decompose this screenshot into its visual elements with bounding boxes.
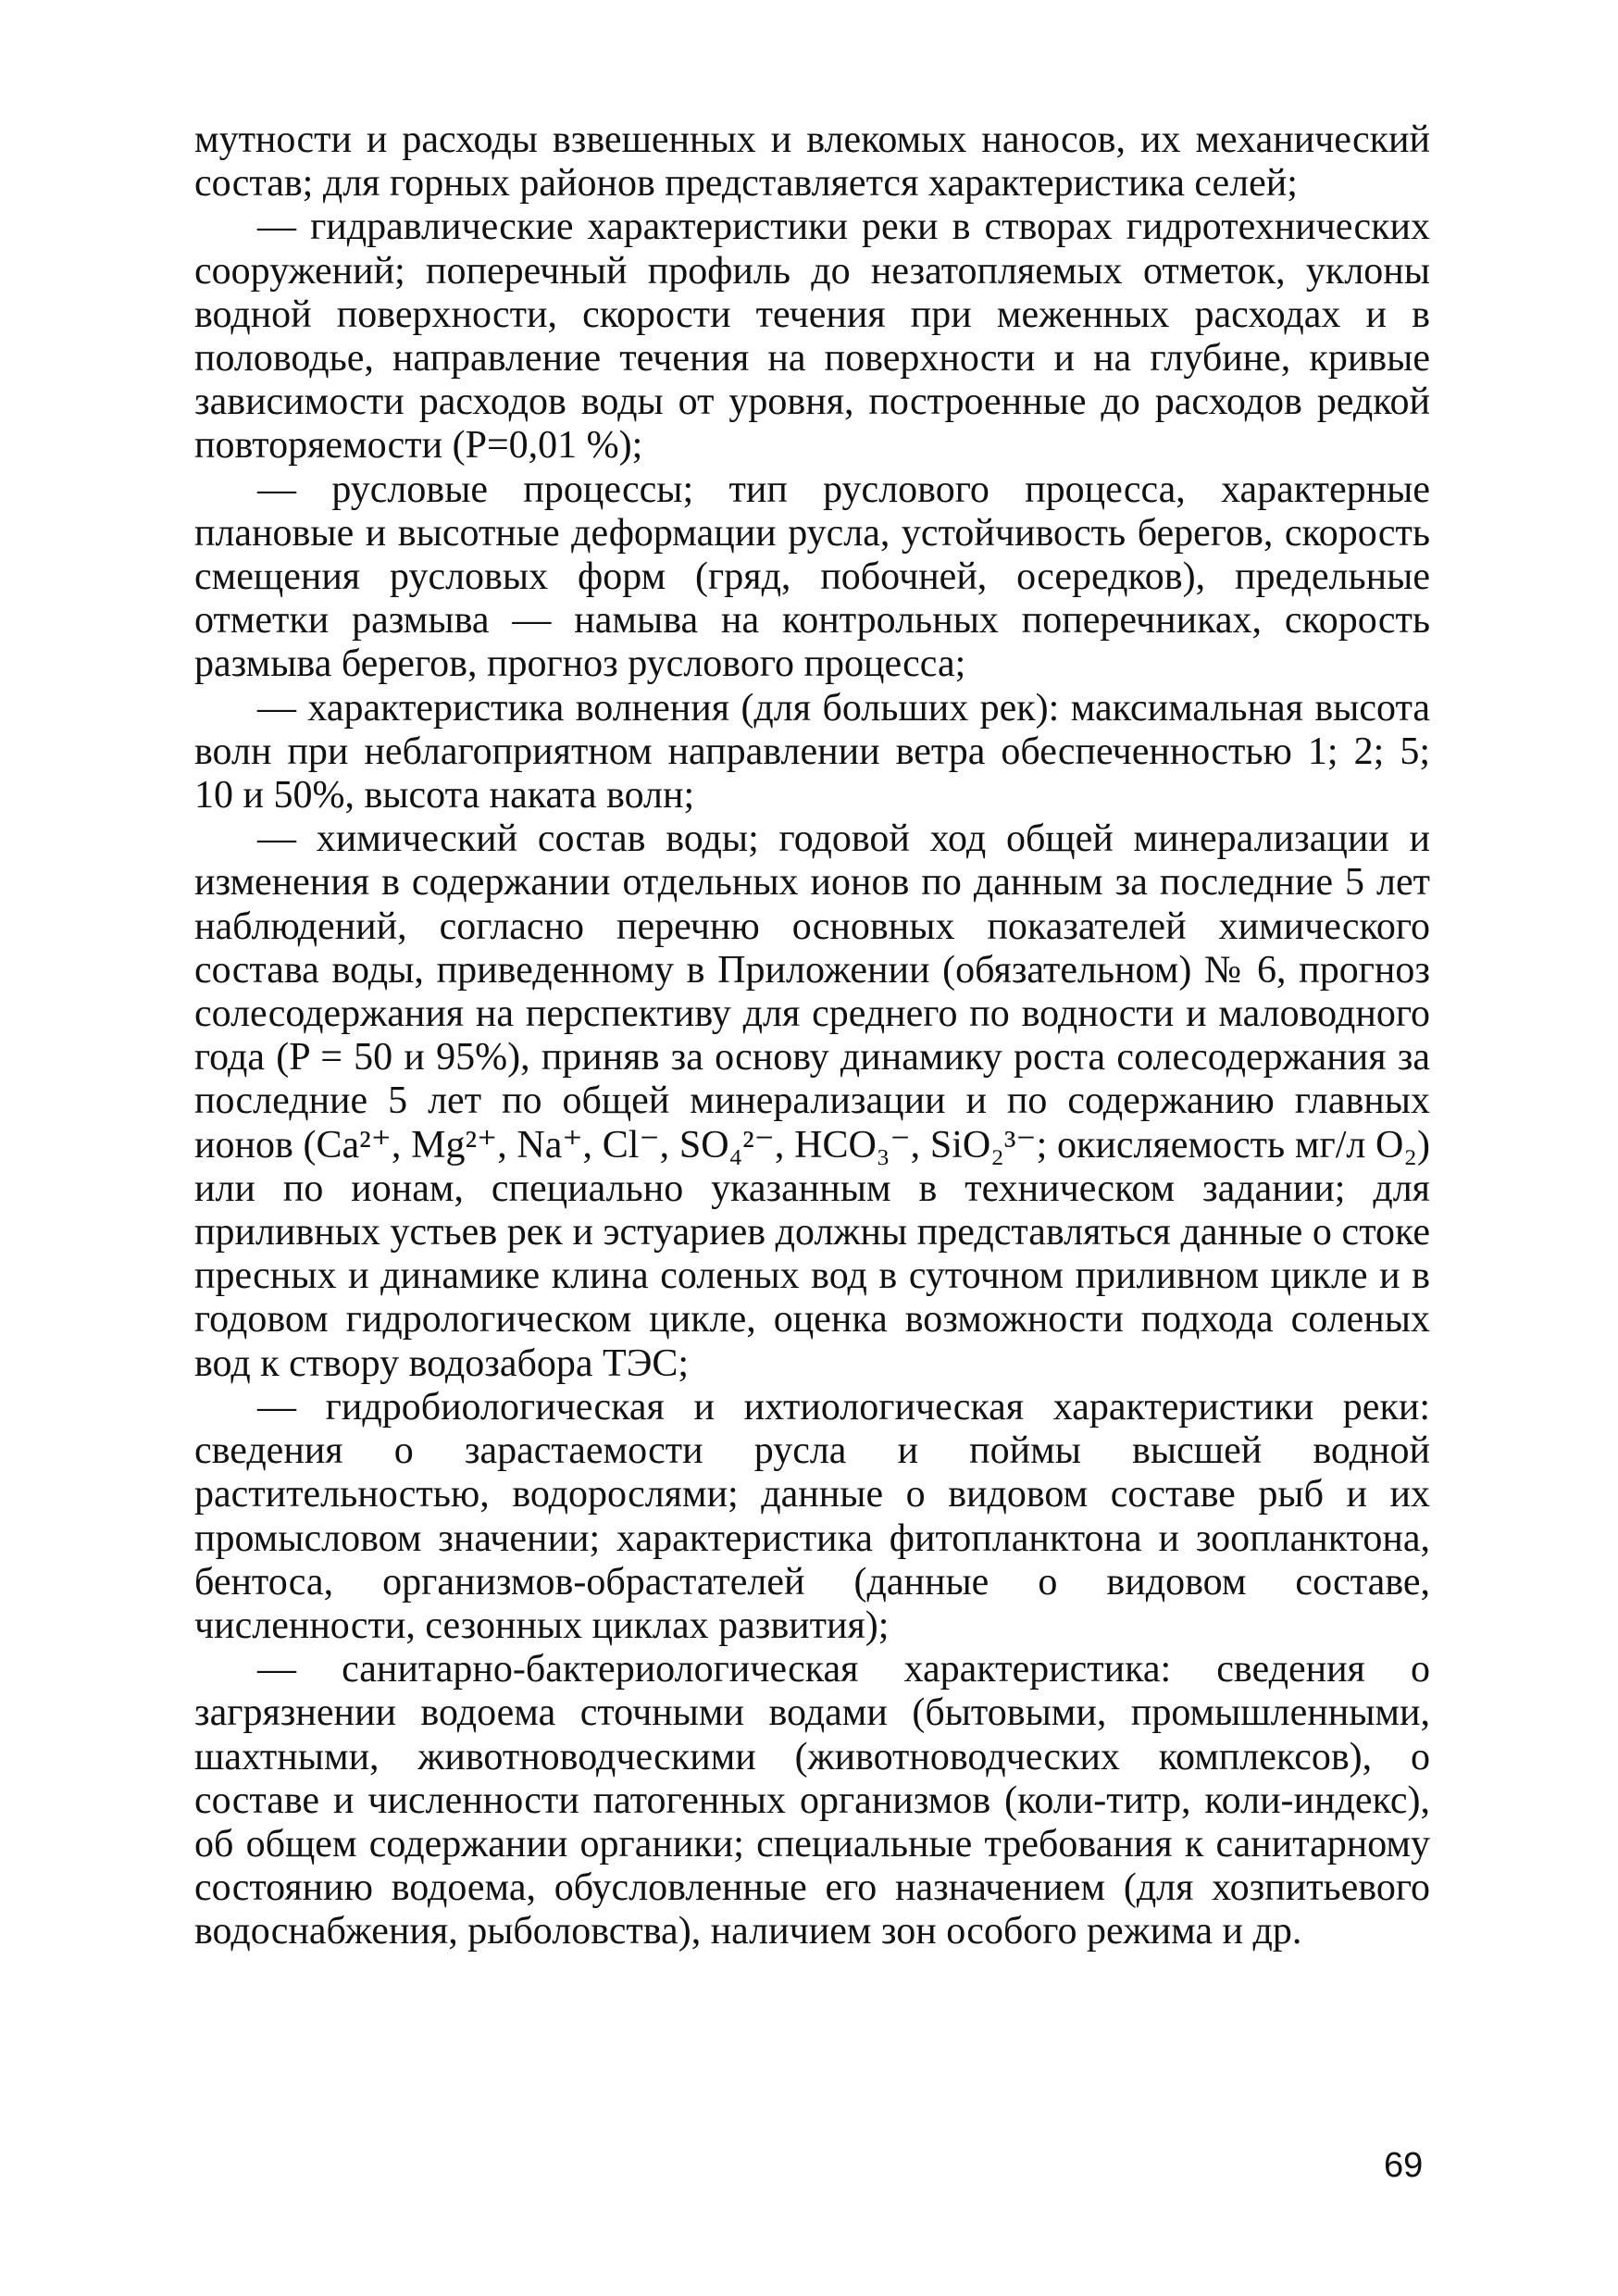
paragraph-hydrobiology: — гидробиологическая и ихтиологическая характеристики реки: сведения о зарастаемости русла и поймы высшей водной растительностью, водорослями; данные о видовом составе рыб и их промысловом значении; характеристика фитопланктона и зоопланктона, бентоса, организмов-обрастателей (данные о видовом составе, численности, сезонных циклах развития); xyxy=(194,1385,1430,1647)
page-body xyxy=(194,119,1430,1954)
paragraph-waves: — характеристика волнения (для больших рек): максимальная высота волн при неблагоприятном направлении ветра обеспеченностью 1; 2; 5; 10 и 50%, высота наката волн; xyxy=(194,686,1430,817)
page-number: 69 xyxy=(1384,2146,1424,2185)
paragraph-hydraulic: — гидравлические характеристики реки в створах гидротехнических сооружений; поперечный профиль до незатопляемых отметок, уклоны водной поверхности, скорости течения при меженных расходах и в половодье, направление течения на поверхности и на глубине, кривые зависимости расходов воды от уровня, построенные до расходов редкой повторяемости (P=0,01 %); xyxy=(194,206,1430,468)
paragraph-chemistry: — химический состав воды; годовой ход общей минерализации и изменения в содержании отдельных ионов по данным за последние 5 лет наблюдений, согласно перечню основных показателей химического состава воды, приведенному в Приложении (обязательном) № 6, прогноз солесодержания на перспективу для среднего по водности и маловодного года (P = 50 и 95%), приняв за основу динамику роста солесодержания за последние 5 лет по общей минерализации и по содержанию главных ионов (Ca²⁺, Mg²⁺, Na⁺, Cl⁻, SO₄²⁻, HCO₃⁻, SiO₂³⁻; окисляемость мг/л O₂) или по ионам, специально указанным в техническом задании; для приливных устьев рек и эстуариев должны представляться данные о стоке пресных и динамике клина соленых вод в суточном приливном цикле и в годовом гидрологическом цикле, оценка возможности подхода соленых вод к створу водозабора ТЭС; xyxy=(194,817,1430,1385)
paragraph-channel-processes: — русловые процессы; тип руслового процесса, характерные плановые и высотные деформации русла, устойчивость берегов, скорость смещения русловых форм (гряд, побочней, осередков), предельные отметки размыва — намыва на контрольных поперечниках, скорость размыва берегов, прогноз руслового процесса; xyxy=(194,468,1430,686)
paragraph-continuation: мутности и расходы взвешенных и влекомых наносов, их механический состав; для горных районов представляется характеристика селей; xyxy=(194,119,1430,206)
paragraph-sanitary: — санитарно-бактериологическая характеристика: сведения о загрязнении водоема сточными водами (бытовыми, промышленными, шахтными, животноводческими (животноводческих комплексов), о составе и численности патогенных организмов (коли-титр, коли-индекс), об общем содержании органики; специальные требования к санитарному состоянию водоема, обусловленные его назначением (для хозпитьевого водоснабжения, рыболовства), наличием зон особого режима и др. xyxy=(194,1648,1430,1953)
